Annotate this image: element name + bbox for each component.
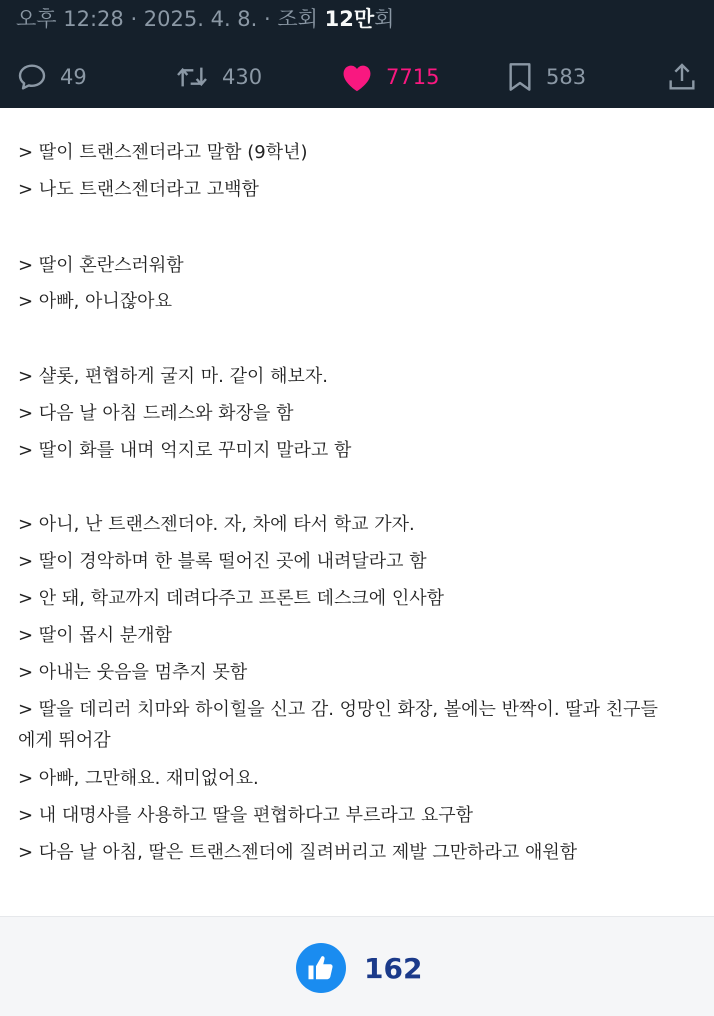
post-body	[0, 108, 714, 916]
reply-button[interactable]	[16, 56, 87, 98]
share-button[interactable]	[666, 56, 698, 98]
post-line: > 딸이 혼란스러워함	[18, 255, 184, 276]
post-line: > 내 대명사를 사용하고 딸을 편협하다고 부르라고 요구함	[18, 805, 474, 826]
post-line: > 나도 트랜스젠더라고 고백함	[18, 179, 259, 200]
retweet-icon	[174, 61, 210, 93]
post-line: > 딸을 데리러 치마와 하이힐을 신고 감. 엉망인 화장, 볼에는 반짝이. 딸과 친구들	[18, 699, 658, 720]
bookmark-button[interactable]	[506, 56, 586, 98]
tweet-meta	[16, 4, 394, 34]
post-line: > 다음 날 아침, 딸은 트랜스젠더에 질려버리고 제발 그만하라고 애원함	[18, 842, 578, 863]
heart-icon	[340, 61, 374, 93]
bookmark-count: 583	[546, 65, 587, 89]
share-icon	[666, 61, 698, 93]
retweet-count: 430	[222, 65, 263, 89]
view-suffix: 회	[374, 7, 395, 31]
bookmark-icon	[506, 61, 534, 93]
post-line: > 다음 날 아침 드레스와 화장을 함	[18, 403, 294, 424]
action-bar	[0, 56, 714, 98]
recommend-button[interactable]	[296, 943, 346, 993]
post-line: > 아빠, 아니잖아요	[18, 291, 172, 312]
recommend-widget	[296, 943, 422, 993]
thumbs-up-icon	[306, 953, 336, 983]
like-count: 7715	[386, 65, 440, 89]
view-count: 12만	[324, 7, 375, 31]
post-line: > 아니, 난 트랜스젠더야. 자, 차에 타서 학교 가자.	[18, 514, 415, 535]
reply-icon	[16, 61, 48, 93]
recommend-count: 162	[364, 951, 423, 985]
like-button[interactable]	[340, 56, 439, 98]
post-line: > 딸이 경악하며 한 블록 떨어진 곳에 내려달라고 함	[18, 551, 427, 572]
retweet-button[interactable]	[174, 56, 262, 98]
post-line: > 아내는 웃음을 멈추지 못함	[18, 662, 248, 683]
post-line: > 딸이 화를 내며 억지로 꾸미지 말라고 함	[18, 440, 352, 461]
post-line: > 딸이 트랜스젠더라고 말함 (9학년)	[18, 142, 308, 163]
reply-count: 49	[60, 65, 87, 89]
post-line: > 안 돼, 학교까지 데려다주고 프론트 데스크에 인사함	[18, 588, 445, 609]
tweet-timestamp: 오후 12:28 · 2025. 4. 8. · 조회	[16, 7, 325, 31]
tweet-header	[0, 0, 714, 108]
post-line: 에게 뛰어감	[18, 730, 111, 751]
post-line: > 아빠, 그만해요. 재미없어요.	[18, 768, 259, 789]
recommend-footer	[0, 916, 714, 1016]
post-line: > 딸이 몹시 분개함	[18, 625, 172, 646]
post-line: > 샬롯, 편협하게 굴지 마. 같이 해보자.	[18, 366, 329, 387]
